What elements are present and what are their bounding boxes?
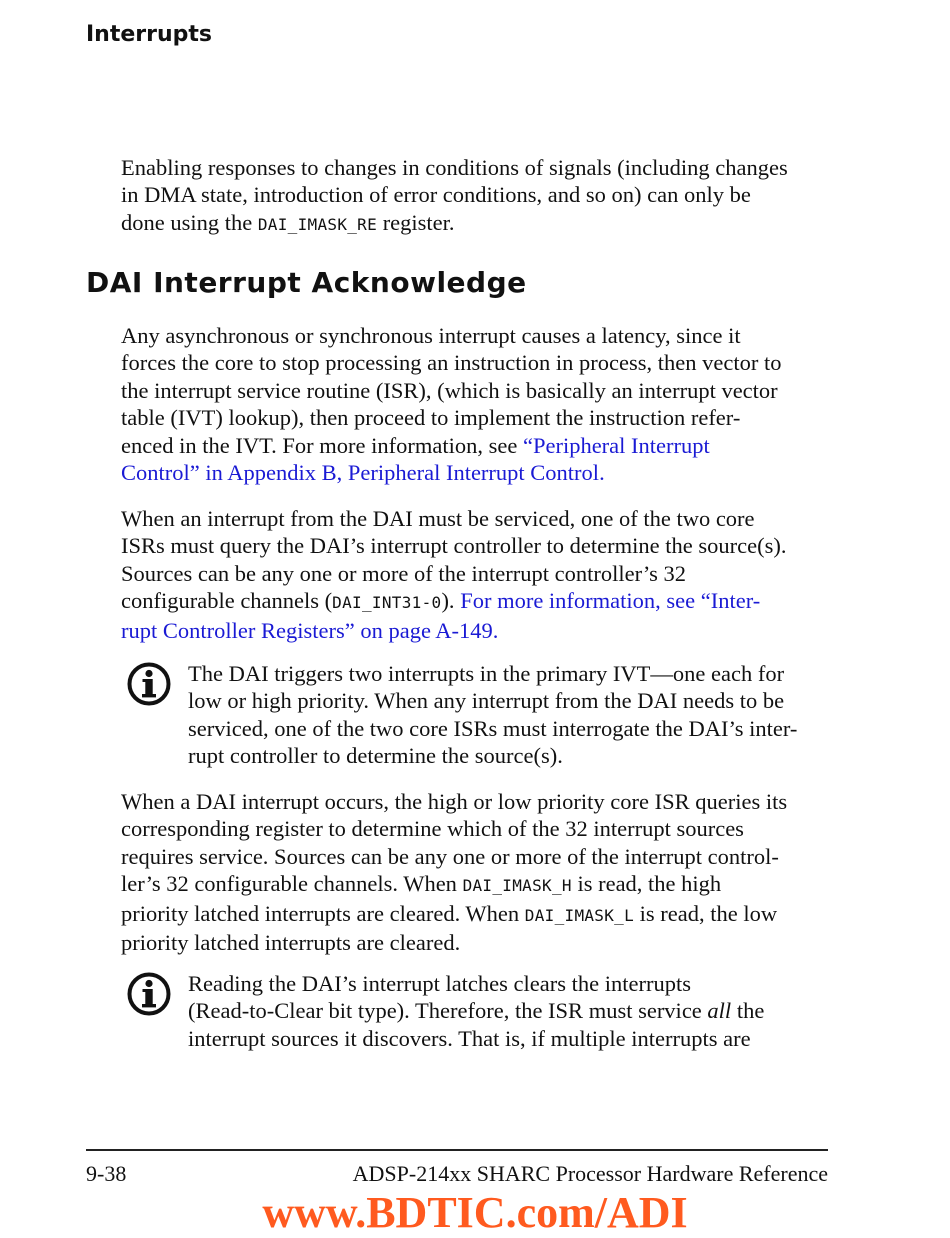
interrupt-controller-registers-link[interactable]: For more information, see “Inter-	[460, 588, 761, 614]
book-title: ADSP-214xx SHARC Processor Hardware Reference	[352, 1161, 828, 1186]
footer-divider	[86, 1149, 828, 1151]
text-line	[121, 459, 831, 486]
text-line: Reading the DAI’s interrupt latches clears the interrupts	[188, 971, 691, 996]
note-text	[188, 970, 764, 1052]
text-line	[121, 870, 831, 899]
text-line: low or high priority. When any interrupt from the DAI needs to be	[188, 688, 785, 714]
text-run: configurable channels (	[121, 588, 333, 614]
info-icon	[127, 972, 171, 1016]
text-line	[121, 432, 831, 459]
text-line	[121, 209, 831, 238]
emphasis-text: all	[707, 998, 732, 1024]
paragraph-dai-service	[121, 505, 831, 644]
text-line: interrupt sources it discovers. That is, if multiple interrupts are	[188, 1025, 751, 1051]
text-line: The DAI triggers two interrupts in the primary IVT—one each for	[188, 661, 785, 686]
text-line: table (IVT) lookup), then proceed to implement the instruction refer-	[121, 405, 741, 431]
interrupt-controller-registers-link-cont[interactable]: rupt Controller Registers” on page A-149.	[121, 617, 499, 643]
text-run: is read, the high	[571, 871, 722, 897]
section-heading: DAI Interrupt Acknowledge	[86, 266, 527, 299]
text-run: done using the	[121, 209, 258, 235]
info-icon	[127, 662, 171, 706]
paragraph-priority-isr	[121, 788, 831, 956]
watermark-url: www.BDTIC.com/ADI	[262, 1188, 688, 1237]
text-run: ler’s 32 configurable channels. When	[121, 871, 463, 897]
text-run: .	[599, 460, 605, 486]
text-line: Any asynchronous or synchronous interrupt causes a latency, since it	[121, 323, 741, 348]
register-name-code: DAI_IMASK_RE	[257, 214, 378, 234]
text-line	[121, 617, 831, 644]
text-line: serviced, one of the two core ISRs must interrogate the DAI’s inter-	[188, 715, 798, 741]
running-header-title: Interrupts	[86, 22, 213, 47]
text-line: When a DAI interrupt occurs, the high or low priority core ISR queries its	[121, 789, 788, 814]
text-run: register.	[377, 209, 455, 235]
text-line	[121, 900, 831, 929]
peripheral-interrupt-control-link-cont[interactable]: Control” in Appendix B, Peripheral Interrupt Control	[121, 460, 600, 486]
text-line: Enabling responses to changes in conditions of signals (including changes	[121, 155, 788, 180]
page-number: 9-38	[86, 1161, 127, 1186]
text-line: rupt controller to determine the source(s).	[188, 743, 563, 769]
register-name-code: DAI_INT31-0	[332, 593, 442, 613]
note-text	[188, 660, 797, 770]
text-line: Sources can be any one or more of the interrupt controller’s 32	[121, 560, 687, 586]
text-run: enced in the IVT. For more information, see	[121, 432, 523, 458]
text-line: forces the core to stop processing an instruction in process, then vector to	[121, 350, 782, 376]
text-line: requires service. Sources can be any one or more of the interrupt control-	[121, 843, 779, 869]
text-line	[121, 587, 831, 616]
text-line	[188, 997, 764, 1024]
text-line: the interrupt service routine (ISR), (which is basically an interrupt vector	[121, 377, 778, 403]
text-run: the	[731, 998, 765, 1024]
text-line: priority latched interrupts are cleared.	[121, 930, 461, 956]
register-name-code: DAI_IMASK_L	[524, 905, 635, 925]
peripheral-interrupt-control-link[interactable]: “Peripheral Interrupt	[522, 432, 710, 458]
intro-paragraph	[121, 154, 831, 238]
register-name-code: DAI_IMASK_H	[462, 876, 572, 896]
text-line: corresponding register to determine which of the 32 interrupt sources	[121, 816, 744, 842]
paragraph-latency	[121, 322, 831, 486]
text-line: in DMA state, introduction of error conditions, and so on) can only be	[121, 182, 751, 208]
text-run: ).	[441, 588, 461, 614]
text-run: (Read-to-Clear bit type). Therefore, the ISR must service	[188, 998, 708, 1024]
text-line: When an interrupt from the DAI must be serviced, one of the two core	[121, 506, 755, 531]
text-run: priority latched interrupts are cleared. When	[121, 900, 525, 926]
text-run: is read, the low	[634, 900, 778, 926]
text-line: ISRs must query the DAI’s interrupt controller to determine the source(s).	[121, 533, 787, 559]
